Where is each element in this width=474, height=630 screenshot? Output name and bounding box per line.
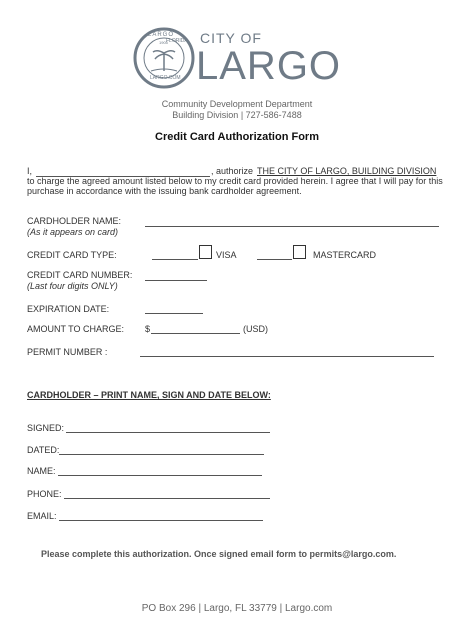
form-title: Credit Card Authorization Form — [155, 131, 319, 143]
cardholder-name-line[interactable] — [145, 226, 439, 227]
intro-line2: to charge the agreed amount listed below to my credit card provided herein. I agree that I will pay for this — [27, 176, 443, 186]
signature-heading: CARDHOLDER – PRINT NAME, SIGN AND DATE BELOW: — [27, 390, 271, 400]
expiration-label: EXPIRATION DATE: — [27, 304, 110, 314]
email-line[interactable] — [59, 520, 263, 521]
mastercard-line — [257, 259, 292, 260]
permit-line[interactable] — [140, 356, 434, 357]
signed-line[interactable] — [66, 432, 270, 433]
amount-line[interactable] — [151, 333, 240, 334]
visa-checkbox[interactable] — [199, 245, 212, 259]
amount-usd: (USD) — [243, 324, 268, 334]
intro-payee: THE CITY OF LARGO, BUILDING DIVISION — [257, 166, 437, 176]
intro-line3: purchase in accordance with the issuing bank cardholder agreement. — [27, 186, 302, 196]
cardholder-name-hint: (As it appears on card) — [27, 227, 119, 237]
amount-label: AMOUNT TO CHARGE: — [27, 324, 125, 334]
visa-line — [152, 259, 198, 260]
footer-address: PO Box 296 | Largo, FL 33779 | Largo.com — [141, 603, 333, 614]
phone-label: PHONE: — [27, 489, 62, 499]
department-name: Community Development Department — [161, 99, 313, 109]
intro-authorize: , authorize — [211, 166, 254, 176]
seal-text-top: LARGO — [148, 32, 175, 38]
cardholder-name-label: CARDHOLDER NAME: — [27, 216, 122, 226]
dated-label: DATED: — [27, 445, 60, 455]
card-type-label: CREDIT CARD TYPE: — [27, 250, 117, 260]
seal-text-side: FLORIDA — [166, 38, 188, 44]
city-seal — [133, 27, 195, 89]
card-number-hint: (Last four digits ONLY) — [27, 281, 118, 291]
mastercard-checkbox[interactable] — [293, 245, 306, 259]
instructions-note: Please complete this authorization. Once signed email form to permits@largo.com. — [41, 549, 397, 559]
card-number-label: CREDIT CARD NUMBER: — [27, 270, 133, 280]
amount-dollar: $ — [145, 324, 151, 334]
visa-label: VISA — [216, 250, 237, 260]
logo-largo: LARGO — [196, 44, 342, 88]
expiration-line[interactable] — [145, 313, 203, 314]
division-phone: Building Division | 727-586-7488 — [172, 110, 302, 120]
mastercard-label: MASTERCARD — [313, 250, 377, 260]
intro-i: I, — [27, 166, 33, 176]
permit-label: PERMIT NUMBER : — [27, 347, 108, 357]
dated-line[interactable] — [59, 454, 264, 455]
seal-year: 1905 — [159, 40, 168, 45]
seal-text-bottom: LARGO.COM — [150, 75, 181, 81]
email-label: EMAIL: — [27, 511, 57, 521]
signed-label: SIGNED: — [27, 423, 65, 433]
card-number-line[interactable] — [145, 280, 207, 281]
phone-line[interactable] — [64, 498, 270, 499]
name-label: NAME: — [27, 466, 56, 476]
logo-city-of: CITY OF — [200, 30, 262, 46]
name-line[interactable] — [58, 475, 262, 476]
